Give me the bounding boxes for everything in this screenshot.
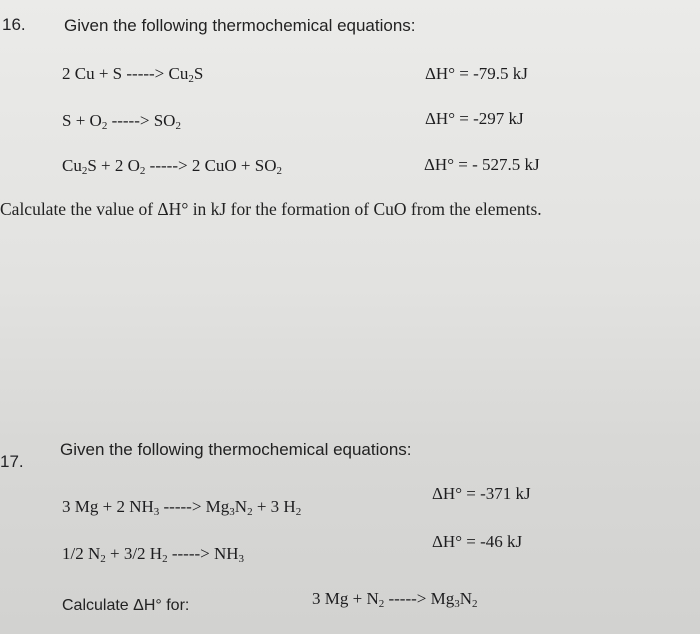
q17-target-equation: 3 $Mg + N_2$ -----> $Mg_3N_2$ — [312, 589, 478, 610]
question-16-intro: Given the following thermochemical equations: — [64, 16, 416, 35]
question-16-number: 16. — [2, 15, 26, 34]
q17-enthalpy-1: ΔH° = -371 kJ — [432, 484, 531, 503]
q16-equation-1: 2 Cu + S -----> $Cu_2S$ — [62, 64, 204, 85]
q17-equation-2: 1/2 $N_2 + 3/2$ $H_2$ -----> $NH_3$ — [62, 544, 245, 565]
question-17-number: 17. — [0, 452, 24, 471]
q16-enthalpy-3: ΔH° = - 527.5 kJ — [424, 155, 540, 174]
question-17-intro: Given the following thermochemical equations: — [60, 440, 412, 459]
q16-equation-3: $Cu_2S + 2$ $O_2$ -----> 2 CuO + $SO_2$ — [62, 156, 282, 177]
q16-equation-2: $S + O_2$ -----> $SO_2$ — [62, 111, 181, 132]
q17-enthalpy-2: ΔH° = -46 kJ — [432, 532, 523, 551]
q17-equation-1: 3 Mg + 2 $NH_3$ -----> $Mg_3N_2 + 3$ $H_2$ — [62, 497, 302, 518]
q16-question: Calculate the value of ΔH° in kJ for the formation of CuO from the elements. — [0, 199, 542, 219]
q16-enthalpy-1: ΔH° = -79.5 kJ — [425, 64, 528, 83]
q16-enthalpy-2: ΔH° = -297 kJ — [425, 109, 524, 128]
q17-calculate-label: Calculate ΔH° for: — [62, 597, 190, 614]
